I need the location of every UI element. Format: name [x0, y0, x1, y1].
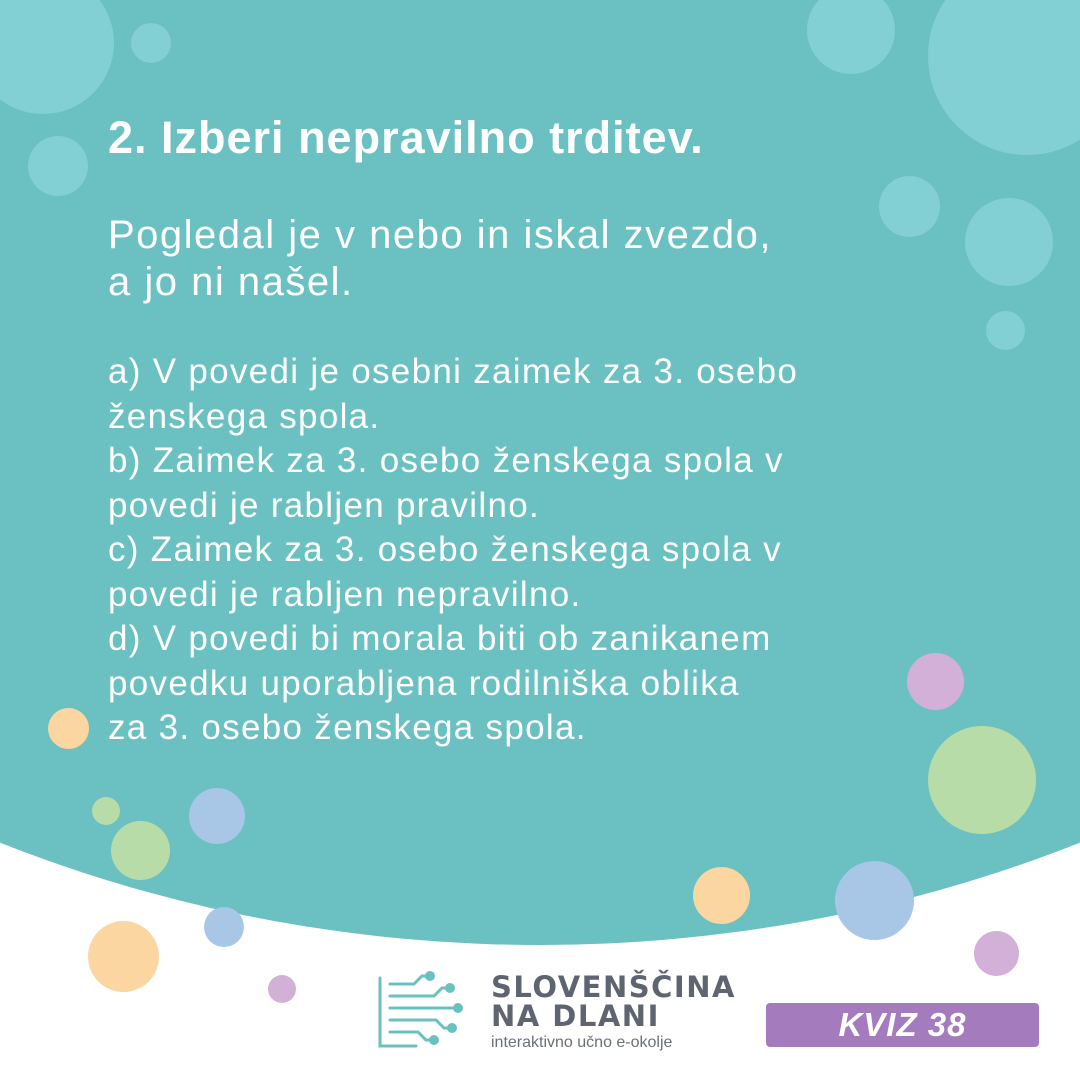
bubble-decoration	[907, 653, 964, 710]
quiz-number-badge: KVIZ 38	[766, 1003, 1039, 1047]
bubble-decoration	[928, 726, 1036, 834]
bubble-decoration	[693, 867, 750, 924]
bubble-decoration	[131, 23, 171, 63]
bubble-decoration	[28, 136, 88, 196]
brand-logo	[376, 968, 736, 1058]
answer-option-d[interactable]: d) V povedi bi morala biti ob zanikanem povedku uporabljena rodilniška oblika za 3. osebo ženskega spola.	[108, 619, 772, 747]
answer-option-c[interactable]: c) Zaimek za 3. osebo ženskega spola v povedi je rabljen nepravilno.	[108, 530, 782, 614]
bubble-decoration	[204, 907, 244, 947]
answer-option-a[interactable]: a) V povedi je osebni zaimek za 3. osebo ženskega spola.	[108, 352, 799, 436]
brand-name-line2: NA DLANI	[491, 999, 660, 1033]
bubble-decoration	[88, 921, 159, 992]
brand-name-line1: SLOVENŠČINA	[491, 970, 736, 1004]
bubble-decoration	[92, 797, 120, 825]
question-content	[108, 108, 908, 751]
bubble-decoration	[965, 198, 1053, 286]
answer-options	[108, 350, 908, 751]
bubble-decoration	[835, 861, 914, 940]
circuit-hand-icon	[376, 968, 486, 1050]
bubble-decoration	[111, 821, 170, 880]
bubble-decoration	[974, 931, 1019, 976]
bubble-decoration	[189, 788, 245, 844]
example-sentence: Pogledal je v nebo in iskal zvezdo, a jo ni našel.	[108, 213, 772, 304]
bubble-decoration	[986, 311, 1025, 350]
bubble-decoration	[48, 708, 89, 749]
answer-option-b[interactable]: b) Zaimek za 3. osebo ženskega spola v povedi je rabljen pravilno.	[108, 441, 784, 525]
brand-tagline: interaktivno učno e-okolje	[491, 1034, 673, 1051]
question-title: 2. Izberi nepravilno trditev.	[108, 112, 704, 163]
bubble-decoration	[268, 975, 296, 1003]
